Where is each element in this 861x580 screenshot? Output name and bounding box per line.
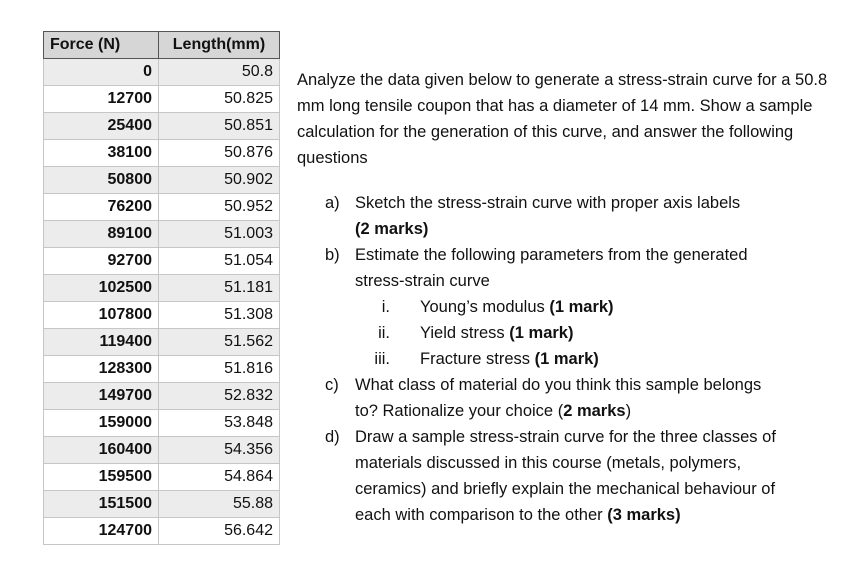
length-cell: 51.003	[159, 221, 280, 248]
length-cell: 51.054	[159, 248, 280, 275]
table-row	[44, 437, 280, 464]
question-d-line2: materials discussed in this course (metals, polymers,	[355, 454, 742, 472]
length-cell: 52.832	[159, 383, 280, 410]
table-row	[44, 329, 280, 356]
table-row	[44, 221, 280, 248]
length-cell: 56.642	[159, 518, 280, 545]
question-a-marks: (2 marks)	[355, 220, 429, 238]
length-cell: 51.562	[159, 329, 280, 356]
force-cell: 107800	[44, 302, 159, 329]
force-cell: 119400	[44, 329, 159, 356]
length-cell: 54.864	[159, 464, 280, 491]
table-row	[44, 302, 280, 329]
length-cell: 51.308	[159, 302, 280, 329]
table-row	[44, 86, 280, 113]
subquestion-i-numeral: i.	[381, 298, 390, 316]
length-cell: 53.848	[159, 410, 280, 437]
question-a-line2	[355, 216, 835, 242]
question-c-letter: c)	[325, 376, 339, 394]
table-body	[44, 59, 280, 545]
question-d-line3: ceramics) and briefly explain the mechanical behaviour of	[355, 480, 776, 498]
force-cell: 38100	[44, 140, 159, 167]
subquestion-i	[420, 294, 614, 320]
question-c-line2-prefix: to? Rationalize your choice (	[355, 402, 564, 420]
subquestion-ii-text: Yield stress	[420, 324, 510, 342]
question-c-marks: 2 marks	[563, 402, 626, 420]
length-cell: 54.356	[159, 437, 280, 464]
force-cell: 149700	[44, 383, 159, 410]
force-cell: 159000	[44, 410, 159, 437]
table-row	[44, 275, 280, 302]
force-cell: 89100	[44, 221, 159, 248]
force-cell: 128300	[44, 356, 159, 383]
table-row	[44, 194, 280, 221]
question-d-line1: Draw a sample stress-strain curve for the three classes of	[355, 428, 776, 446]
force-cell: 76200	[44, 194, 159, 221]
subquestion-ii-numeral: ii.	[378, 324, 390, 342]
force-cell: 151500	[44, 491, 159, 518]
table-header-row	[44, 32, 280, 59]
subquestion-ii-marks: (1 mark)	[509, 324, 574, 342]
problem-intro: Analyze the data given below to generate a stress-strain curve for a 50.8 mm long tensile coupon that has a diameter of 14 mm. Show a sample calculation for the generation of this curve, and answer the following questions	[297, 71, 828, 167]
force-cell: 124700	[44, 518, 159, 545]
length-cell: 50.825	[159, 86, 280, 113]
table-row	[44, 248, 280, 275]
question-b-line2: stress-strain curve	[355, 272, 490, 290]
question-d-letter: d)	[325, 428, 340, 446]
force-cell: 0	[44, 59, 159, 86]
length-cell: 51.181	[159, 275, 280, 302]
table-row	[44, 410, 280, 437]
length-cell: 51.816	[159, 356, 280, 383]
question-c-line2-suffix: )	[625, 402, 632, 420]
length-cell: 50.952	[159, 194, 280, 221]
length-cell: 50.876	[159, 140, 280, 167]
force-cell: 12700	[44, 86, 159, 113]
table-row	[44, 518, 280, 545]
question-d-marks: (3 marks)	[607, 506, 681, 524]
subquestion-iii-marks: (1 mark)	[534, 350, 599, 368]
length-cell: 50.851	[159, 113, 280, 140]
table-row	[44, 383, 280, 410]
column-header-force: Force (N)	[44, 32, 159, 59]
question-d-line4	[355, 502, 835, 528]
table-row	[44, 464, 280, 491]
force-cell: 25400	[44, 113, 159, 140]
column-header-length: Length(mm)	[159, 32, 280, 59]
question-c-line1: What class of material do you think this sample belongs	[355, 376, 762, 394]
question-a-line1: Sketch the stress-strain curve with proper axis labels	[355, 194, 741, 212]
table-row	[44, 140, 280, 167]
subquestion-iii	[420, 346, 599, 372]
length-cell: 50.8	[159, 59, 280, 86]
question-d-line4-prefix: each with comparison to the other	[355, 506, 608, 524]
force-cell: 50800	[44, 167, 159, 194]
force-cell: 92700	[44, 248, 159, 275]
table-row	[44, 491, 280, 518]
table-row	[44, 59, 280, 86]
question-a-letter: a)	[325, 194, 340, 212]
table-row	[44, 167, 280, 194]
subquestion-iii-text: Fracture stress	[420, 350, 535, 368]
question-c-line2	[355, 398, 835, 424]
subquestion-iii-numeral: iii.	[374, 350, 390, 368]
force-length-table	[43, 31, 280, 545]
force-cell: 102500	[44, 275, 159, 302]
table-row	[44, 356, 280, 383]
subquestion-ii	[420, 320, 573, 346]
length-cell: 50.902	[159, 167, 280, 194]
force-cell: 159500	[44, 464, 159, 491]
length-cell: 55.88	[159, 491, 280, 518]
question-b-line1: Estimate the following parameters from the generated	[355, 246, 748, 264]
question-b-letter: b)	[325, 246, 340, 264]
subquestion-i-marks: (1 mark)	[549, 298, 614, 316]
force-cell: 160400	[44, 437, 159, 464]
subquestion-i-text: Young’s modulus	[420, 298, 550, 316]
table-row	[44, 113, 280, 140]
